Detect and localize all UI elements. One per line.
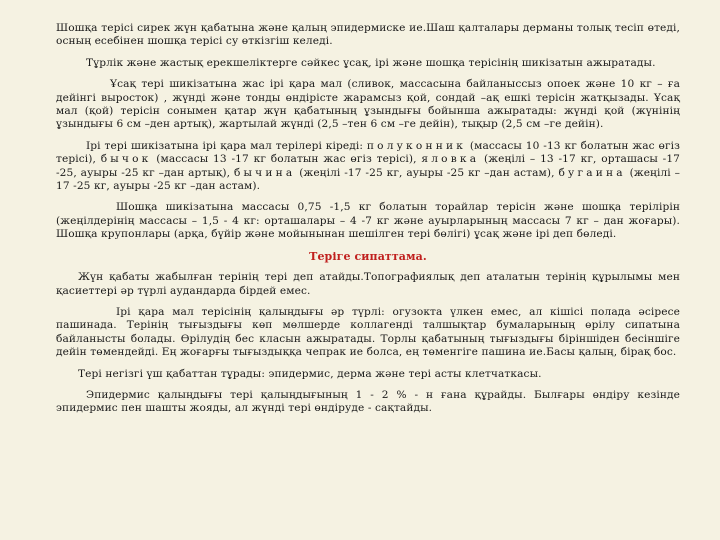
term-bychok: бычок [100, 153, 152, 166]
paragraph-small-skin-raw: Ұсақ тері шикізатына жас ірі қара мал (сливок, массасына байланыссыз опоек және 10 кг – ға дейінгі выросток) , жүнді және тонды өндірісте жарамсыз қой, сондай –ақ ешкі терісін жатқызады. Ұсақ мал (қой) терісін сонымен қатар жүн қабатының ұзындығы бойынша ажыратады: жүнді қой (жүнінің ұзындығы 6 см –ден артық), жартылай жүнді (2,5 –тен 6 см –ге дейін), тықыр (2,5 см –ге дейін). [56, 78, 680, 131]
paragraph-large-skin-raw [56, 140, 680, 194]
term-polukonnik: полуконник [366, 139, 467, 152]
paragraph-epidermis: Эпидермис қалыңдығы тері қалыңдығының 1 - 2 % - н ғана құрайды. Былғары өндіру кезінде эпидермис пен шашты жояды, ал жүнді тері өндіруде - сақтайды. [56, 388, 680, 415]
paragraph-skin-topography: Жүн қабаты жабылған терінің тері деп атайды.Топографиялық деп аталатын терінің құрылымы мен қасиеттері әр түрлі аудандарда бірдей емес. [56, 271, 680, 297]
slide-text-body [56, 22, 680, 424]
term-bugaina: бугаина [558, 166, 626, 179]
large-skin-text-5: (жеңілі – 17 -25 кг, ауыры -25 кг –дан астам). [56, 166, 680, 193]
paragraph-skin-categories: Тұрлік және жастық ерекшеліктерге сәйкес ұсақ, ірі және шошқа терісінің шикізатын ажыратады. [86, 56, 656, 69]
large-skin-intro: Ірі тері шикізатына ірі қара мал терілері кіреді: [86, 139, 367, 152]
term-bychina: бычина [233, 166, 296, 179]
term-yalovka: яловка [421, 153, 480, 166]
paragraph-pig-skin-raw: Шошқа шикізатына массасы 0,75 -1,5 кг болатын торайлар терісін және шошқа терілірін (жеңілдерінің массасы – 1,5 - 4 кг: орташалары – 4 -7 кг және ауырларының массасы 7 кг – дан жоғары). Шошқа крупонлары (арқа, бүйір және мойынынан шешілген тері бөлігі) ұсақ және ірі деп бөледі. [56, 201, 680, 241]
large-skin-text-1: (массасы 10 -13 кг болатын жас өгіз терісі), [56, 139, 680, 166]
large-skin-text-4: (жеңілі -17 -25 кг, ауыры -25 кг –дан астам), [295, 166, 559, 179]
section-heading: Теріге сипаттама. [309, 249, 427, 263]
paragraph-skin-thickness: Ірі қара мал терісінің қалыңдығы әр түрлі: огузокта үлкен емес, ал кішісі полада әсіресе пашинада. Терінің тығыздығы көп мөлшерде коллагенді талшықтар бумаларының өрілу сипатына байланысты болады. Өрілудің бес класын ажыратады. Торлы қабатының тығыздығы біріншіден бесіншіге дейін төмендейді. Ең жоғарғы тығыздыққа чепрак ие болса, ең төменгіге пашина ие.Басы қалың, бірақ бос. [56, 305, 680, 359]
paragraph-skin-layers: Тері негізгі үш қабаттан тұрады: эпидермис, дерма және тері асты клетчаткасы. [78, 367, 542, 380]
paragraph-pig-skin-structure: Шошқа терісі сирек жүн қабатына және қалың эпидермиске ие.Шаш қалталары дерманы толық тесіп өтеді, осның есебінен шошқа терісі су өткізгіш келеді. [56, 22, 680, 48]
large-skin-text-3: (жеңілі – 13 -17 кг, орташасы -17 -25, ауыры -25 кг –дан артық), [56, 153, 681, 179]
large-skin-text-2: (массасы 13 -17 кг болатын жас өгіз терісі), [151, 153, 422, 166]
